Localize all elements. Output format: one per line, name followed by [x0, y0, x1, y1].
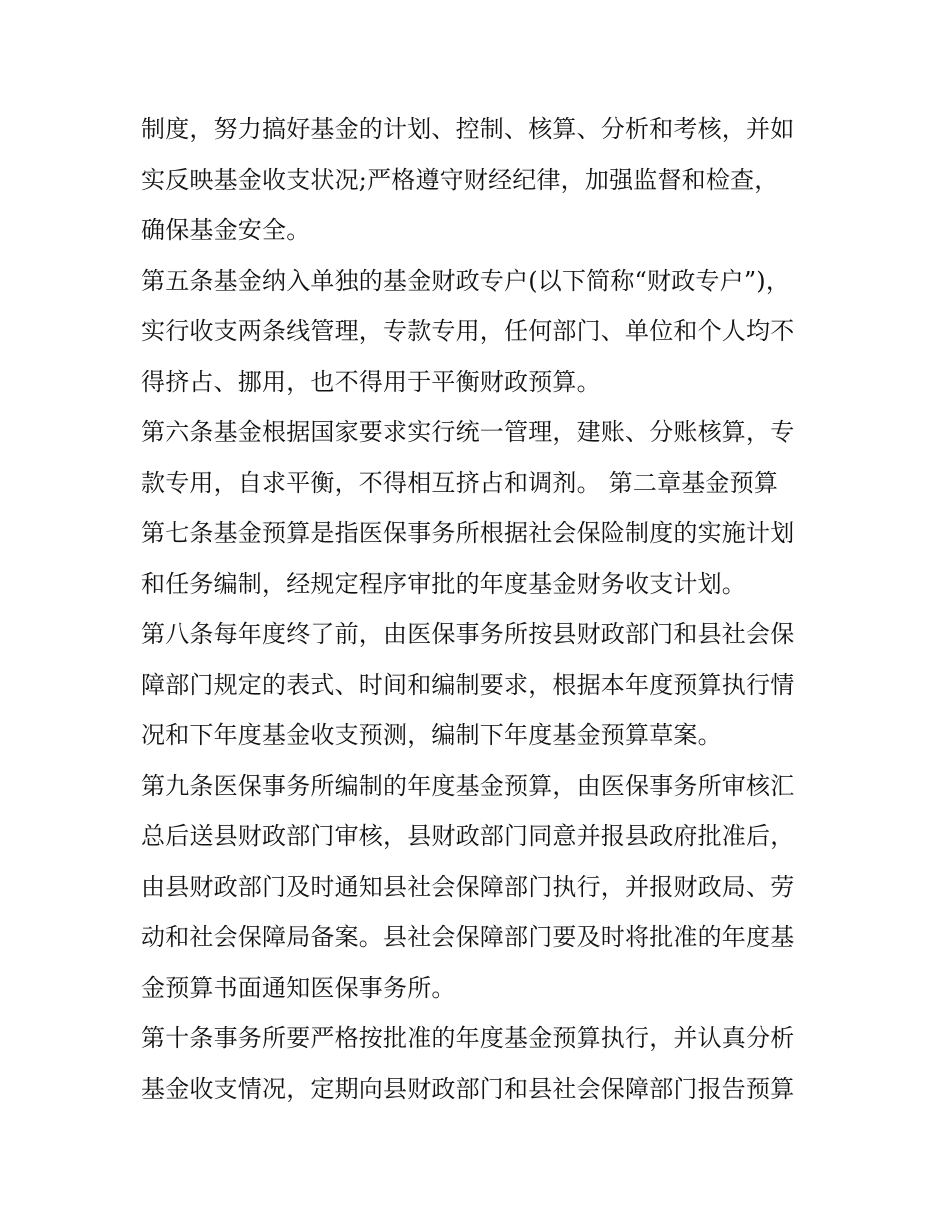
text-line: 动和社会保障局备案。县社会保障部门要及时将批准的年度基: [141, 923, 795, 951]
document-body: [141, 104, 821, 1114]
text-line: 实行收支两条线管理，专款专用，任何部门、单位和个人均不: [141, 317, 795, 345]
text-line: 第五条基金纳入单独的基金财政专户(以下简称“财政专户”)，: [141, 266, 791, 295]
text-line: 得挤占、挪用，也不得用于平衡财政预算。: [141, 367, 601, 396]
text-line: 由县财政部门及时通知县社会保障部门执行，并报财政局、劳: [141, 872, 795, 901]
text-line: 第六条基金根据国家要求实行统一管理，建账、分账核算，专: [141, 418, 795, 446]
text-line: 障部门规定的表式、时间和编制要求，根据本年度预算执行情: [141, 670, 795, 699]
text-line: 确保基金安全。: [141, 216, 311, 244]
text-line: 实反映基金收支状况;严格遵守财经纪律，加强监督和检查，: [141, 165, 779, 194]
text-line: 总后送县财政部门审核，县财政部门同意并报县政府批准后，: [141, 822, 795, 850]
text-line: 和任务编制，经规定程序审批的年度基金财务收支计划。: [141, 569, 746, 598]
text-line: 第七条基金预算是指医保事务所根据社会保险制度的实施计划: [141, 519, 795, 547]
text-line: 款专用，自求平衡，不得相互挤占和调剂。 第二章基金预算: [141, 468, 779, 497]
text-line: 基金收支情况，定期向县财政部门和县社会保障部门报告预算: [141, 1074, 795, 1103]
text-line: 第十条事务所要严格按批准的年度基金预算执行，并认真分析: [141, 1024, 795, 1052]
text-line: 制度，努力搞好基金的计划、控制、核算、分析和考核，并如: [141, 115, 795, 143]
text-line: 金预算书面通知医保事务所。: [141, 973, 456, 1002]
text-line: 况和下年度基金收支预测，编制下年度基金预算草案。: [141, 721, 722, 749]
text-line: 第九条医保事务所编制的年度基金预算，由医保事务所审核汇: [141, 771, 795, 800]
text-line: 第八条每年度终了前，由医保事务所按县财政部门和县社会保: [141, 620, 795, 648]
